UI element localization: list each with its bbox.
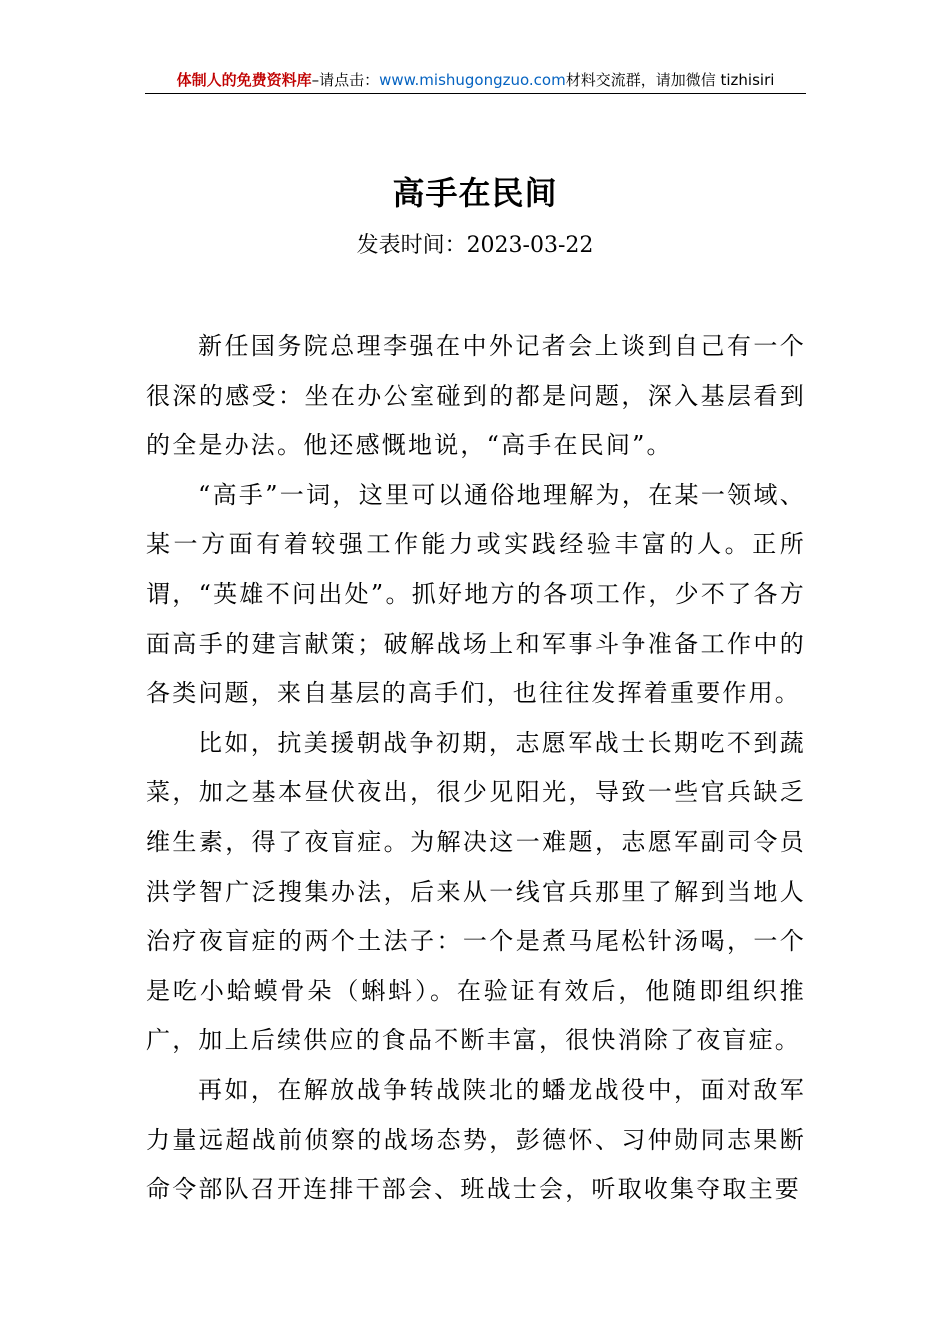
header-prompt: –请点击： [311,71,380,89]
paragraph: “高手”一词，这里可以通俗地理解为，在某一领域、某一方面有着较强工作能力或实践经验丰富的人。正所谓，“英雄不问出处”。抓好地方的各项工作，少不了各方面高手的建言献策；破解战场上和军事斗争准备工作中的各类问题，来自基层的高手们，也往往发挥着重要作用。 [146,480,806,708]
paragraph: 比如，抗美援朝战争初期，志愿军战士长期吃不到蔬菜，加之基本昼伏夜出，很少见阳光，导致一些官兵缺乏维生素，得了夜盲症。为解决这一难题，志愿军副司令员洪学智广泛搜集办法，后来从一线官兵那里了解到当地人治疗夜盲症的两个土法子：一个是煮马尾松针汤喝，一个是吃小蛤蟆骨朵（蝌蚪）。在验证有效后，他随即组织推广，加上后续供应的食品不断丰富，很快消除了夜盲症。 [146,728,806,1055]
site-link[interactable]: www.mishugongzuo.com [379,71,566,89]
site-name: 体制人的免费资料库 [176,71,312,89]
paragraph: 再如，在解放战争转战陕北的蟠龙战役中，面对敌军力量远超战前侦察的战场态势，彭德怀、习仲勋同志果断命令部队召开连排干部会、班战士会，听取收集夺取主要 [146,1075,806,1204]
article-body [146,322,806,1215]
paragraph: 新任国务院总理李强在中外记者会上谈到自己有一个很深的感受：坐在办公室碰到的都是问题，深入基层看到的全是办法。他还感慨地说，“高手在民间”。 [146,332,806,460]
publish-date: 发表时间：2023-03-22 [356,233,594,258]
article-title: 高手在民间 [392,174,558,212]
header-contact: 材料交流群，请加微信 tizhisiri [565,71,775,89]
page-header [145,68,806,94]
